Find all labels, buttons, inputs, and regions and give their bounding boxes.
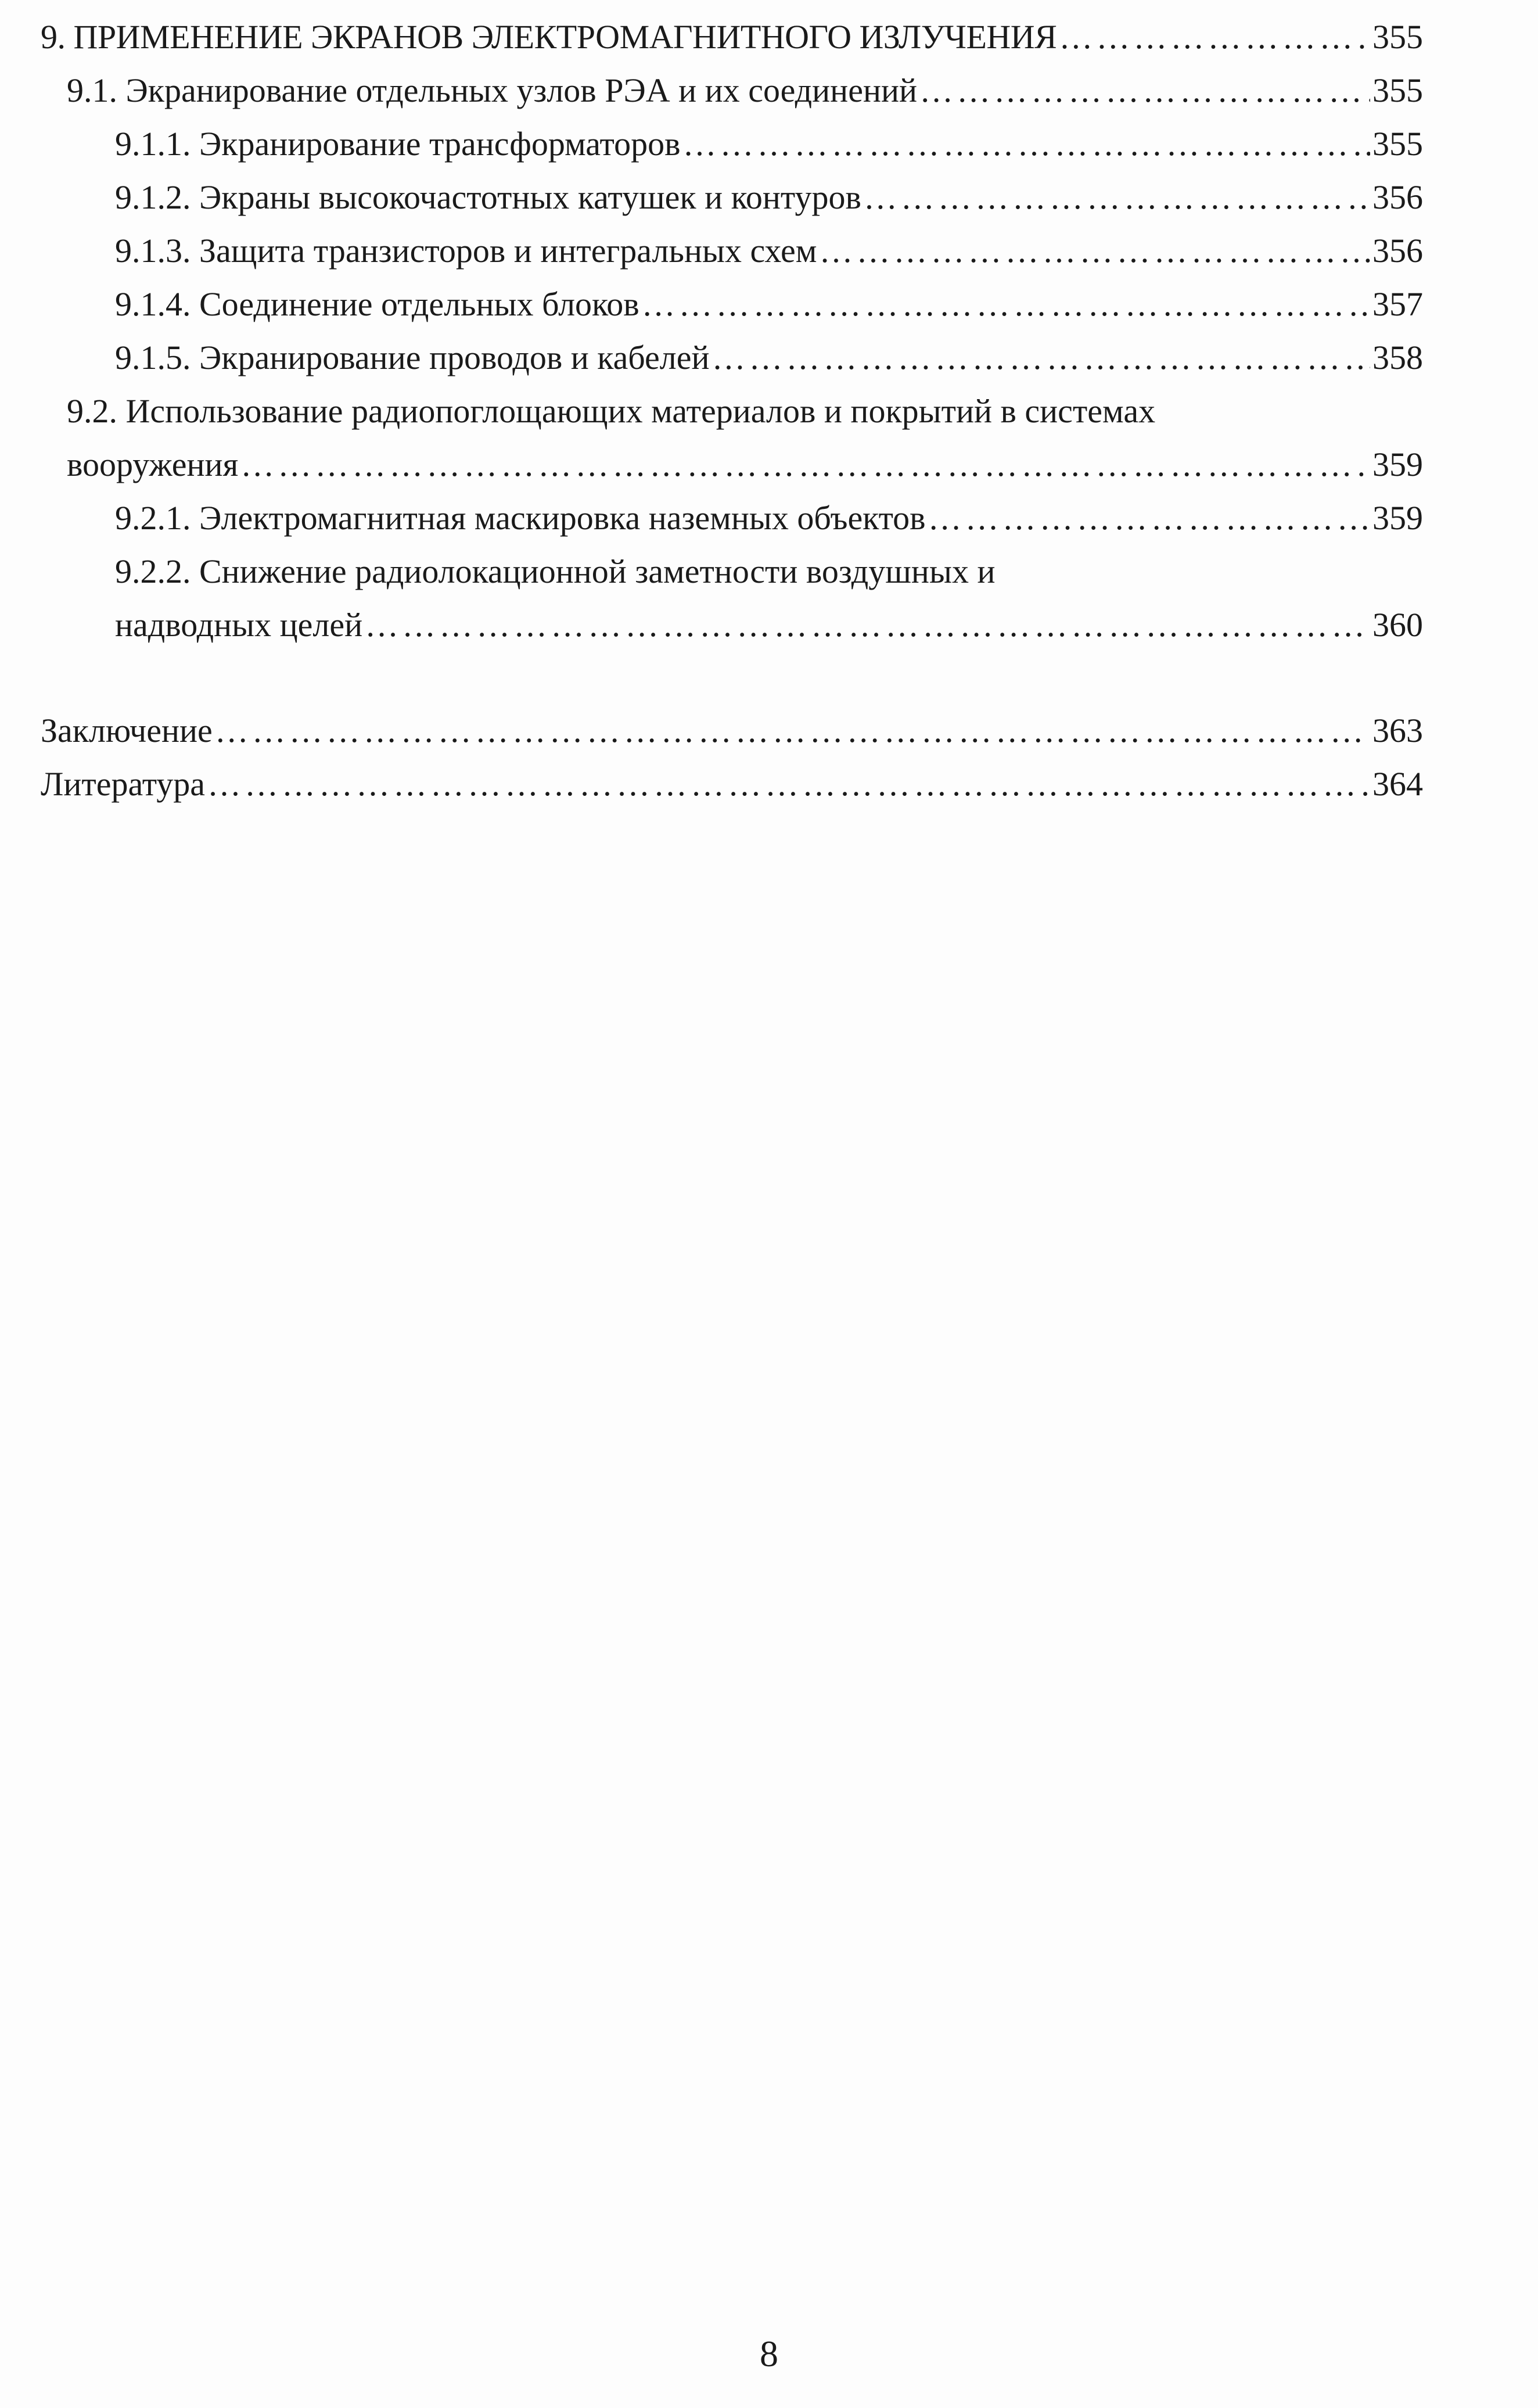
dot-leader [365,598,1370,652]
toc-entry-page: 355 [1372,125,1423,163]
toc-entry-9-2-1 [41,491,1423,545]
toc-entry-9-2-2-line2 [41,598,1423,652]
toc-entry-title: 9.1.3. Защита транзисторов и интегральных схем [115,232,817,270]
toc-entry-title: 9.1.2. Экраны высокочастотных катушек и контуров [115,178,861,216]
toc-entry-9-1 [41,64,1423,117]
toc-entry-9-1-5 [41,331,1423,385]
toc-entry-page: 363 [1372,712,1423,749]
dot-leader [207,758,1370,811]
toc-entry-page: 355 [1372,18,1423,56]
toc-entry-page: 357 [1372,285,1423,323]
toc-entry-9-2-line2 [41,438,1423,491]
dot-leader [928,491,1370,545]
toc-entry-title-continued: вооружения [67,446,239,483]
toc-entry-page: 358 [1372,339,1423,376]
toc-entry-title: 9.1. Экранирование отдельных узлов РЭА и их соединений [67,71,918,109]
dot-leader [215,704,1370,758]
toc-entry-title: 9.1.5. Экранирование проводов и кабелей [115,339,710,376]
dot-leader [819,224,1370,278]
dot-leader [919,64,1370,117]
toc-entry-9-1-4 [41,278,1423,331]
table-of-contents [41,10,1423,811]
toc-entry-9-2-line1 [41,385,1423,438]
toc-entry-page: 360 [1372,606,1423,644]
spacer [41,652,1423,704]
toc-entry-title: 9.1.4. Соединение отдельных блоков [115,285,639,323]
toc-entry-page: 355 [1372,71,1423,109]
toc-entry-title: 9.2.1. Электромагнитная маскировка наземных объектов [115,499,926,537]
toc-entry-page: 356 [1372,178,1423,216]
toc-entry-page: 364 [1372,765,1423,803]
dot-leader [642,278,1370,331]
toc-entry-title: Заключение [41,712,213,749]
toc-entry-title: 9.2.2. Снижение радиолокационной заметности воздушных и [115,552,996,590]
dot-leader [240,438,1370,491]
toc-entry-chapter-9 [41,10,1423,64]
toc-entry-page: 359 [1372,499,1423,537]
toc-entry-title: 9.2. Использование радиопоглощающих материалов и покрытий в системах [67,392,1156,430]
toc-entry-page: 359 [1372,446,1423,483]
toc-entry-page: 356 [1372,232,1423,270]
toc-entry-9-2-2-line1 [41,545,1423,598]
toc-entry-title-continued: надводных целей [115,606,363,644]
toc-entry-9-1-3 [41,224,1423,278]
toc-entry-9-1-1 [41,117,1423,171]
page-number: 8 [760,2333,778,2374]
dot-leader [1059,10,1370,64]
toc-entry-9-1-2 [41,171,1423,224]
toc-entry-literature [41,758,1423,811]
dot-leader [682,117,1370,171]
toc-entry-title: 9.1.1. Экранирование трансформаторов [115,125,681,163]
toc-entry-title: 9. ПРИМЕНЕНИЕ ЭКРАНОВ ЭЛЕКТРОМАГНИТНОГО ИЗЛУЧЕНИЯ [41,18,1057,56]
toc-entry-conclusion [41,704,1423,758]
toc-entry-title: Литература [41,765,206,803]
dot-leader [712,331,1370,385]
dot-leader [864,171,1370,224]
